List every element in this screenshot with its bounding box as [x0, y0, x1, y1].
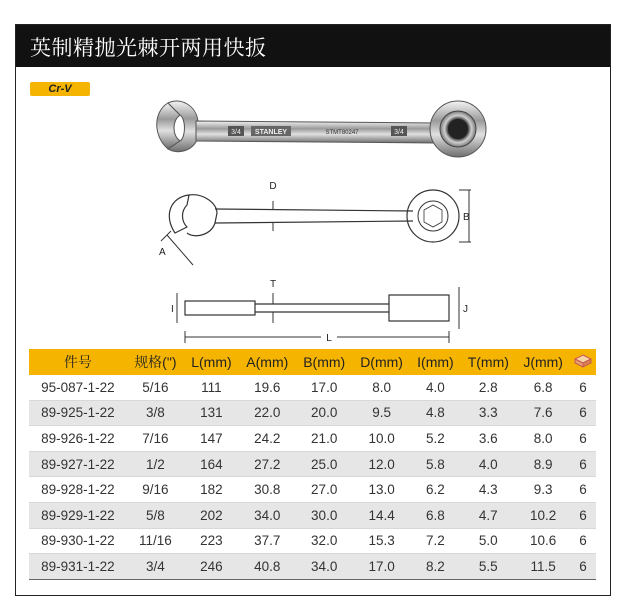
title-bar: [16, 25, 610, 67]
label-b: B: [463, 212, 470, 223]
wrench-photo: [146, 93, 496, 168]
table-row: 89-928-1-22 9/16 182 30.8 27.0 13.0 6.2 4.3 9.3 6: [29, 477, 596, 503]
table-row: 89-929-1-22 5/8 202 34.0 30.0 14.4 6.8 4.7 10.2 6: [29, 502, 596, 528]
label-l: L: [326, 333, 332, 344]
col-l: L(mm): [184, 349, 239, 375]
label-d: D: [269, 181, 277, 192]
col-pack: [570, 349, 596, 375]
col-t: T(mm): [460, 349, 516, 375]
material-badge: Cr-V: [30, 82, 90, 96]
size-mark-left: 3/4: [231, 129, 241, 136]
size-mark-right: 3/4: [394, 129, 404, 136]
label-i: I: [171, 304, 174, 315]
product-card: [15, 24, 611, 596]
col-spec: 规格("): [127, 349, 184, 375]
col-part-no: 件号: [29, 349, 127, 375]
dimension-drawing: [141, 175, 471, 360]
box-icon: [574, 354, 592, 368]
col-d: D(mm): [353, 349, 411, 375]
spec-table: [29, 349, 596, 580]
col-b: B(mm): [296, 349, 353, 375]
col-j: J(mm): [516, 349, 570, 375]
table-row: 89-930-1-22 11/16 223 37.7 32.0 15.3 7.2 5.0 10.6 6: [29, 528, 596, 554]
table-row: 89-925-1-22 3/8 131 22.0 20.0 9.5 4.8 3.3 7.6 6: [29, 400, 596, 426]
spec-table-header: [29, 349, 596, 375]
table-row: 89-927-1-22 1/2 164 27.2 25.0 12.0 5.8 4.0 8.9 6: [29, 451, 596, 477]
table-row: 89-926-1-22 7/16 147 24.2 21.0 10.0 5.2 3.6 8.0 6: [29, 426, 596, 452]
model-mark: STMT80247: [325, 130, 359, 136]
page-title: 英制精抛光棘开两用快扳: [30, 36, 267, 60]
brand-mark: STANLEY: [254, 129, 288, 136]
table-row: 89-931-1-22 3/4 246 40.8 34.0 17.0 8.2 5.5 11.5 6: [29, 554, 596, 580]
label-j: J: [463, 304, 468, 315]
col-i: I(mm): [411, 349, 461, 375]
table-row: 95-087-1-22 5/16 111 19.6 17.0 8.0 4.0 2.8 6.8 6: [29, 375, 596, 400]
col-a: A(mm): [239, 349, 296, 375]
label-a: A: [159, 247, 166, 258]
label-t: T: [269, 279, 277, 290]
